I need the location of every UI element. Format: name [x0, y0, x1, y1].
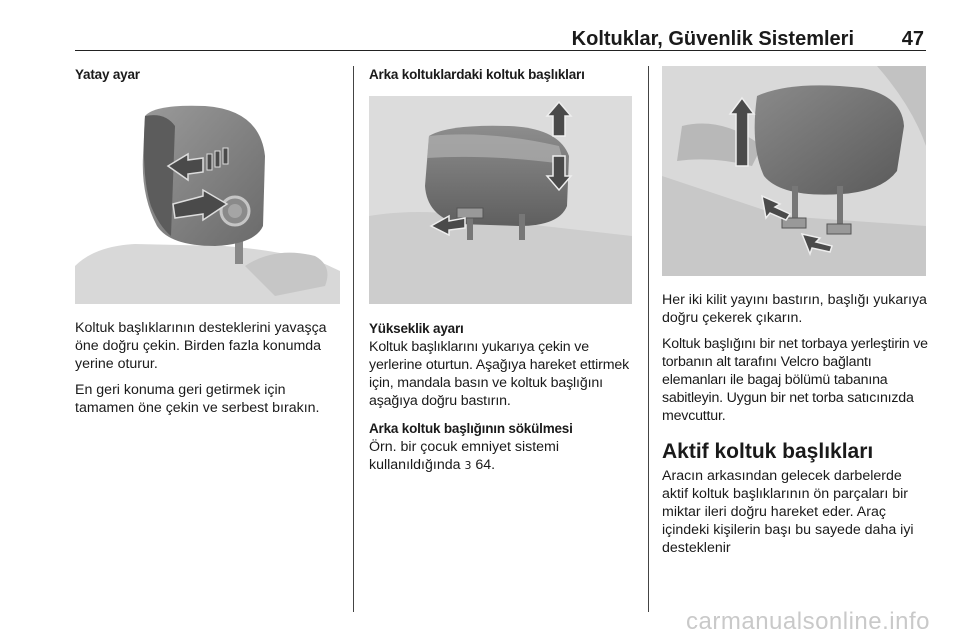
column-divider — [353, 66, 354, 612]
paragraph: Koltuk başlığını bir net torbaya yerleştirin ve torbanın alt tarafını Velcro bağlantı elemanları ile bagaj bölümü tabanına sabitleyin. Uygun bir net torba satıcınızda mevcuttur. — [662, 336, 928, 424]
paragraph — [369, 438, 641, 475]
section-title: Koltuklar, Güvenlik Sistemleri — [571, 28, 854, 50]
column-divider — [648, 66, 649, 612]
paragraph-text: Örn. bir çocuk emniyet sistemi kullanıldığında — [369, 439, 560, 473]
page-reference-icon: 3 — [464, 459, 472, 472]
subheading: Yükseklik ayarı — [369, 321, 464, 336]
middle-column — [369, 66, 641, 84]
section-heading: Aktif koltuk başlıkları — [662, 440, 874, 463]
middle-text — [369, 320, 641, 483]
page-reference[interactable]: 64. — [475, 457, 496, 473]
section-heading: Arka koltuklardaki koltuk başlıkları — [369, 67, 585, 82]
left-column — [75, 66, 343, 84]
paragraph: Koltuk başlıklarını yukarıya çekin ve yerlerine oturtun. Aşağıya hareket ettirmek için, mandala basın ve koltuk başlığını aşağıya doğru bastırın. — [369, 339, 630, 409]
right-text — [662, 291, 930, 565]
headrest-horizontal-adjust-illustration — [75, 96, 340, 304]
paragraph: Her iki kilit yayını bastırın, başlığı yukarıya doğru çekerek çıkarın. — [662, 292, 927, 326]
subheading: Arka koltuk başlığının sökülmesi — [369, 421, 573, 436]
section-heading: Yatay ayar — [75, 67, 140, 82]
paragraph: Koltuk başlıklarının desteklerini yavaşça öne doğru çekin. Birden fazla konumda yerine oturur. — [75, 320, 327, 372]
page-number: 47 — [901, 28, 924, 50]
rear-headrest-height-adjust-illustration — [369, 96, 632, 304]
rear-headrest-removal-illustration — [662, 66, 926, 276]
paragraph: En geri konuma geri getirmek için tamamen öne çekin ve serbest bırakın. — [75, 382, 320, 416]
paragraph: Aracın arkasından gelecek darbelerde aktif koltuk başlıklarının ön parçaları bir miktar ileri doğru hareket eder. Araç içindeki kişilerin başı bu sayede daha iyi desteklenir — [662, 468, 914, 556]
left-text — [75, 319, 343, 425]
page-header — [75, 28, 926, 51]
watermark: carmanualsonline.info — [686, 608, 930, 635]
